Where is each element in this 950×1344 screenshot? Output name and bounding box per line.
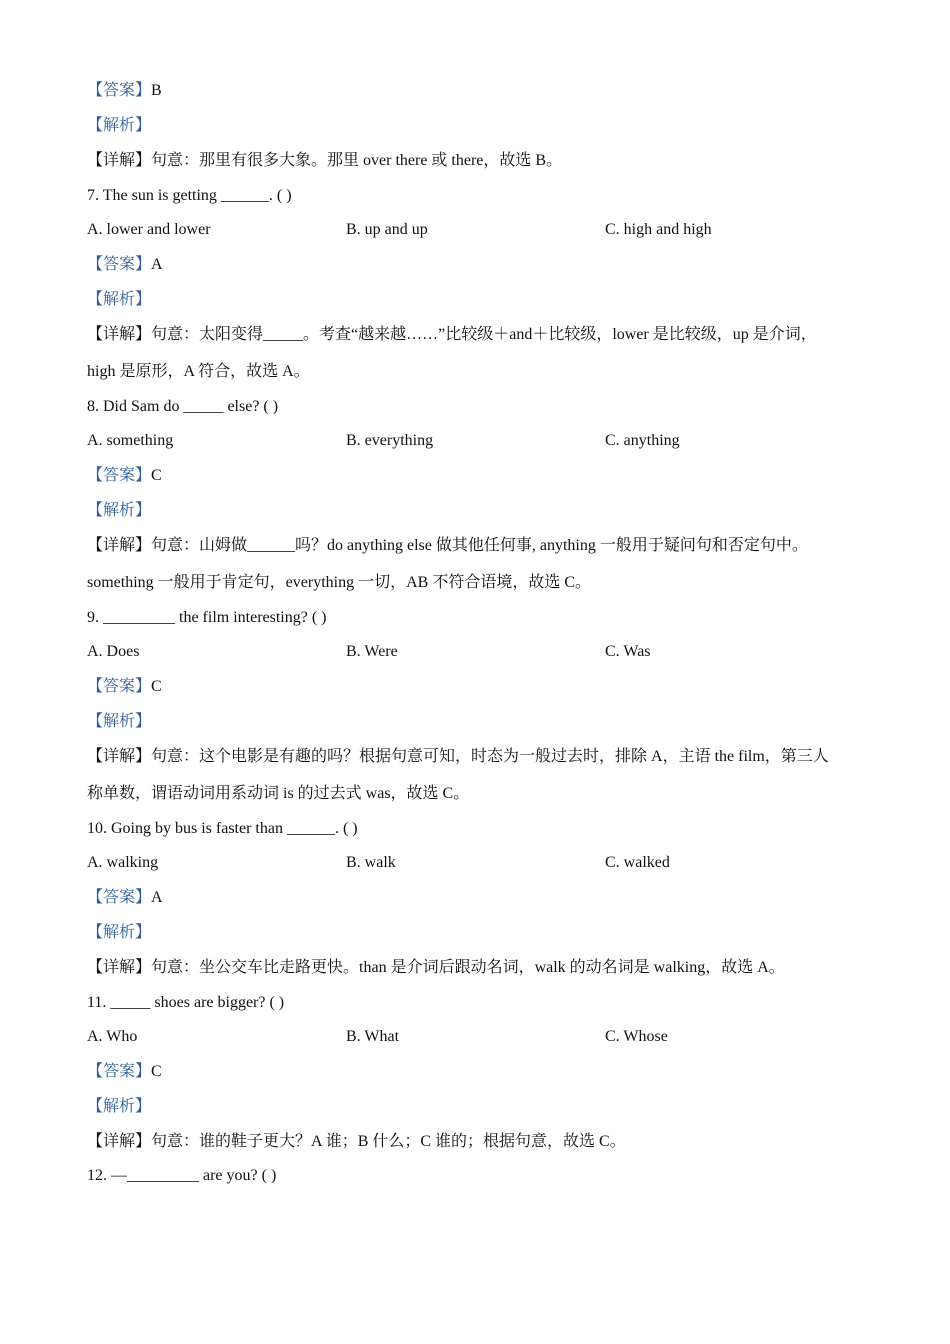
answer-line [87, 466, 162, 486]
option-c: C. high and high [605, 221, 712, 238]
detail-tag: 【详解】 [87, 959, 152, 976]
detail-line [87, 958, 785, 978]
option-b: B. What [346, 1028, 400, 1045]
option-a: A. Does [87, 643, 140, 660]
answer-tag: 【答案】 [87, 256, 152, 273]
analysis-tag: 【解析】 [87, 117, 152, 134]
question-stem: 9. _________ the film interesting? ( ) [87, 609, 327, 626]
answer-value: B [151, 82, 162, 99]
option-a: A. something [87, 432, 174, 449]
detail-text: 句意：这个电影是有趣的吗？根据句意可知，时态为一般过去时，排除 A，主语 the film，第三人 [151, 748, 829, 765]
detail-line [87, 1132, 626, 1152]
answer-value: A [151, 256, 163, 273]
analysis-tag: 【解析】 [87, 502, 152, 519]
option-b: B. walk [346, 854, 396, 871]
option-a: A. Who [87, 1028, 138, 1045]
option-b: B. everything [346, 432, 434, 449]
detail-text: 句意：谁的鞋子更大？A 谁；B 什么；C 谁的；根据句意，故选 C。 [151, 1133, 626, 1150]
detail-line [87, 747, 829, 767]
option-a: A. walking [87, 854, 159, 871]
answer-value: A [151, 889, 163, 906]
analysis-tag: 【解析】 [87, 1098, 152, 1115]
answer-line [87, 255, 163, 275]
answer-line [87, 1062, 162, 1082]
answer-value: C [151, 1063, 162, 1080]
option-c: C. walked [605, 854, 670, 871]
answer-line [87, 677, 162, 697]
detail-text: 句意：山姆做______吗？do anything else 做其他任何事, anything 一般用于疑问句和否定句中。 [151, 537, 808, 554]
detail-tag: 【详解】 [87, 152, 152, 169]
answer-tag: 【答案】 [87, 82, 152, 99]
answer-line [87, 888, 163, 908]
answer-value: C [151, 467, 162, 484]
detail-line [87, 151, 562, 171]
answer-tag: 【答案】 [87, 467, 152, 484]
option-c: C. anything [605, 432, 680, 449]
option-b: B. up and up [346, 221, 428, 238]
analysis-tag: 【解析】 [87, 291, 152, 308]
detail-tag: 【详解】 [87, 748, 152, 765]
question-stem: 8. Did Sam do _____ else? ( ) [87, 398, 279, 415]
answer-tag: 【答案】 [87, 678, 152, 695]
option-b: B. Were [346, 643, 398, 660]
answer-tag: 【答案】 [87, 889, 152, 906]
detail-text-cont: 称单数，谓语动词用系动词 is 的过去式 was，故选 C。 [87, 785, 470, 802]
answer-line [87, 81, 162, 101]
detail-text: 句意：那里有很多大象。那里 over there 或 there，故选 B。 [151, 152, 563, 169]
detail-text: 句意：坐公交车比走路更快。than 是介词后跟动名词，walk 的动名词是 walking，故选 A。 [151, 959, 785, 976]
answer-tag: 【答案】 [87, 1063, 152, 1080]
analysis-tag: 【解析】 [87, 713, 152, 730]
question-stem: 10. Going by bus is faster than ______. ( ) [87, 820, 358, 837]
question-stem: 11. _____ shoes are bigger? ( ) [87, 994, 285, 1011]
detail-text-cont: something 一般用于肯定句，everything 一切，AB 不符合语境，故选 C。 [87, 574, 591, 591]
detail-text-cont: high 是原形，A 符合，故选 A。 [87, 363, 310, 380]
analysis-tag: 【解析】 [87, 924, 152, 941]
option-c: C. Whose [605, 1028, 668, 1045]
question-stem: 12. —_________ are you? ( ) [87, 1167, 277, 1184]
detail-line [87, 536, 808, 556]
detail-tag: 【详解】 [87, 326, 152, 343]
option-a: A. lower and lower [87, 221, 211, 238]
detail-line [87, 325, 817, 345]
option-c: C. Was [605, 643, 651, 660]
detail-tag: 【详解】 [87, 537, 152, 554]
answer-value: C [151, 678, 162, 695]
detail-text: 句意：太阳变得_____。考查“越来越……”比较级＋and＋比较级，lower 是比较级，up 是介词， [151, 326, 817, 343]
question-stem: 7. The sun is getting ______. ( ) [87, 187, 292, 204]
detail-tag: 【详解】 [87, 1133, 152, 1150]
